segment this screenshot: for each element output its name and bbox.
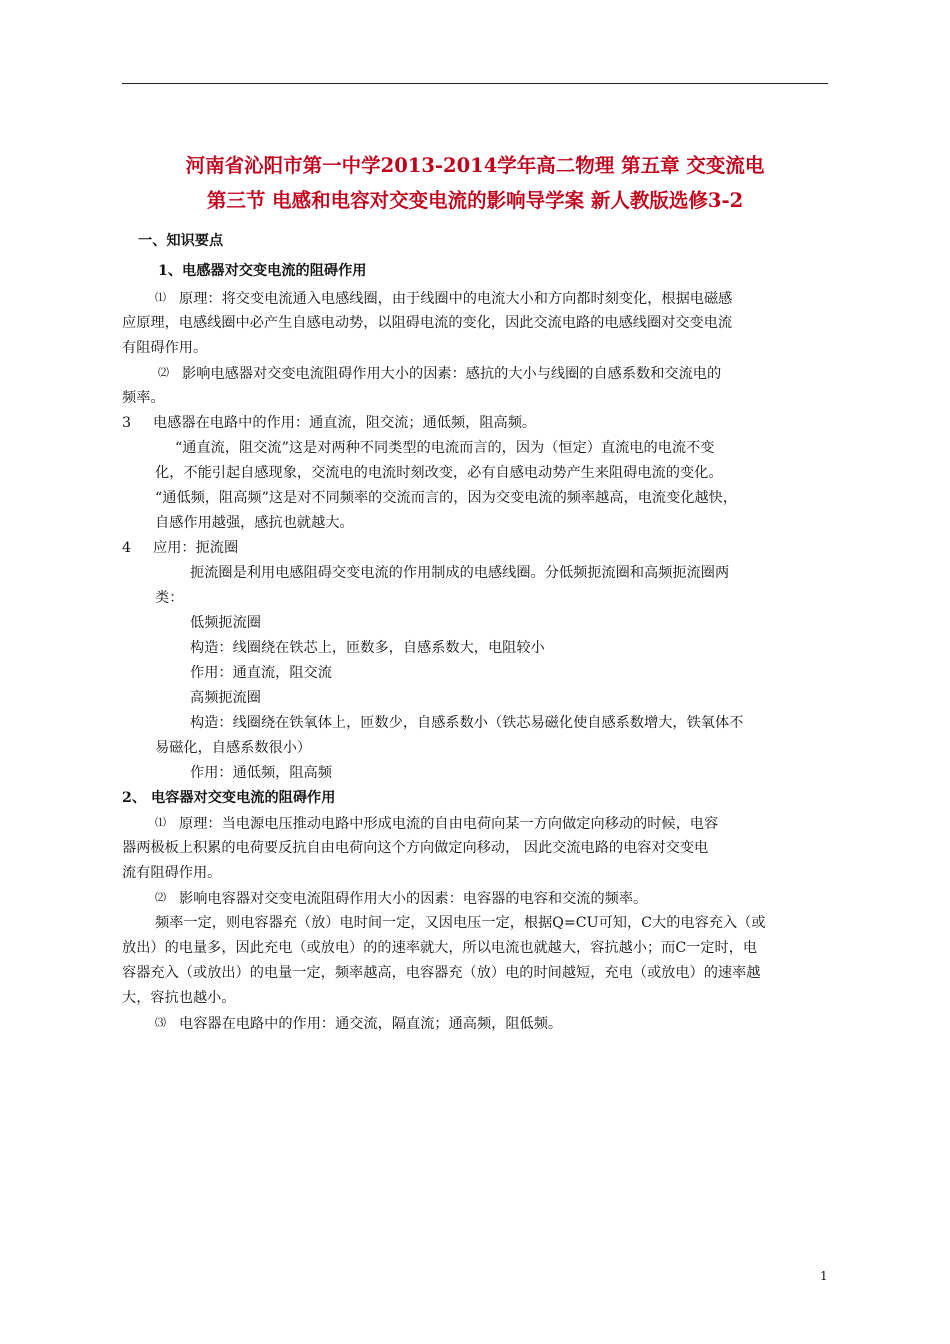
paragraph-line: “通直流，阻交流”这是对两种不同类型的电流而言的，因为（恒定）直流电的电流不变 xyxy=(175,440,715,456)
item-number: ⑴ xyxy=(155,291,166,304)
header-rule xyxy=(122,83,828,84)
item-number: ⑵ xyxy=(158,366,169,379)
item-number: ⑵ xyxy=(155,891,166,904)
paragraph-line: 器两极板上积累的电荷要反抗自由电荷向这个方向做定向移动， 因此交流电路的电容对交变电 xyxy=(122,840,709,856)
item-number: 3 xyxy=(122,415,132,431)
paragraph-line: 应原理，电感线圈中必产生自感电动势，以阻碍电流的变化，因此交流电路的电感线圈对交变电流 xyxy=(122,315,733,331)
paragraph-line: ⑶ 电容器在电路中的作用：通交流，隔直流；通高频，阻低频。 xyxy=(155,1016,563,1032)
page-number: 1 xyxy=(820,1269,828,1283)
item-number: ⑶ xyxy=(155,1016,166,1029)
low-freq-choke-title: 低频扼流圈 xyxy=(190,615,261,631)
section-heading-knowledge: 一、知识要点 xyxy=(138,233,224,249)
document-title-line1: 河南省沁阳市第一中学2013-2014学年高二物理 第五章 交变流电 xyxy=(185,154,765,177)
paragraph-line: 类： xyxy=(155,590,184,606)
paragraph-line: 3 电感器在电路中的作用：通直流，阻交流；通低频，阻高频。 xyxy=(122,415,537,431)
paragraph-line: 4 应用：扼流圈 xyxy=(122,540,239,556)
subsection-heading-inductor: 1、电感器对交变电流的阻碍作用 xyxy=(158,263,367,279)
high-freq-choke-title: 高频扼流圈 xyxy=(190,690,261,706)
high-freq-choke-structure-cont: 易磁化，自感系数很小） xyxy=(155,740,312,756)
paragraph-line: 频率一定，则电容器充（放）电时间一定，又因电压一定，根据Q=CU可知，C大的电容充入（或 xyxy=(155,915,766,931)
paragraph-line: 容器充入（或放出）的电量一定，频率越高，电容器充（放）电的时间越短，充电（或放电）的速率越 xyxy=(122,965,761,981)
item-number: 4 xyxy=(122,540,132,556)
paragraph-line: 化，不能引起自感现象，交流电的电流时刻改变，必有自感电动势产生来阻碍电流的变化。 xyxy=(155,465,723,481)
low-freq-choke-function: 作用：通直流，阻交流 xyxy=(190,665,332,681)
document-title-line2: 第三节 电感和电容对交变电流的影响导学案 新人教版选修3-2 xyxy=(206,189,744,212)
high-freq-choke-function: 作用：通低频，阻高频 xyxy=(190,765,332,781)
paragraph-line: 放出）的电量多，因此充电（或放电）的的速率就大，所以电流也就越大，容抗越小；而C一定时，电 xyxy=(122,940,758,956)
paragraph-line: 自感作用越强，感抗也就越大。 xyxy=(155,515,354,531)
low-freq-choke-structure: 构造：线圈绕在铁芯上，匝数多，自感系数大，电阻较小 xyxy=(190,640,545,656)
paragraph-line: 有阻碍作用。 xyxy=(122,340,208,356)
paragraph-line: ⑴ 原理：将交变电流通入电感线圈，由于线圈中的电流大小和方向都时刻变化，根据电磁感 xyxy=(155,291,733,307)
paragraph-line: ⑴ 原理：当电源电压推动电路中形成电流的自由电荷向某一方向做定向移动的时候，电容 xyxy=(155,816,719,832)
subsection-heading-capacitor: 2、 电容器对交变电流的阻碍作用 xyxy=(122,790,336,806)
paragraph-line: 流有阻碍作用。 xyxy=(122,865,222,881)
paragraph-line: 大，容抗也越小。 xyxy=(122,990,236,1006)
paragraph-line: ⑵ 影响电感器对交变电流阻碍作用大小的因素：感抗的大小与线圈的自感系数和交流电的 xyxy=(158,366,722,382)
paragraph-line: ⑵ 影响电容器对交变电流阻碍作用大小的因素：电容器的电容和交流的频率。 xyxy=(155,891,648,907)
paragraph-line: “通低频，阻高频”这是对不同频率的交流而言的，因为交变电流的频率越高，电流变化越快， xyxy=(155,490,738,506)
item-number: ⑴ xyxy=(155,816,166,829)
high-freq-choke-structure: 构造：线圈绕在铁氧体上，匝数少，自感系数小（铁芯易磁化使自感系数增大，铁氧体不 xyxy=(190,715,744,731)
paragraph-line: 频率。 xyxy=(122,390,165,406)
paragraph-line: 扼流圈是利用电感阻碍交变电流的作用制成的电感线圈。分低频扼流圈和高频扼流圈两 xyxy=(190,565,730,581)
